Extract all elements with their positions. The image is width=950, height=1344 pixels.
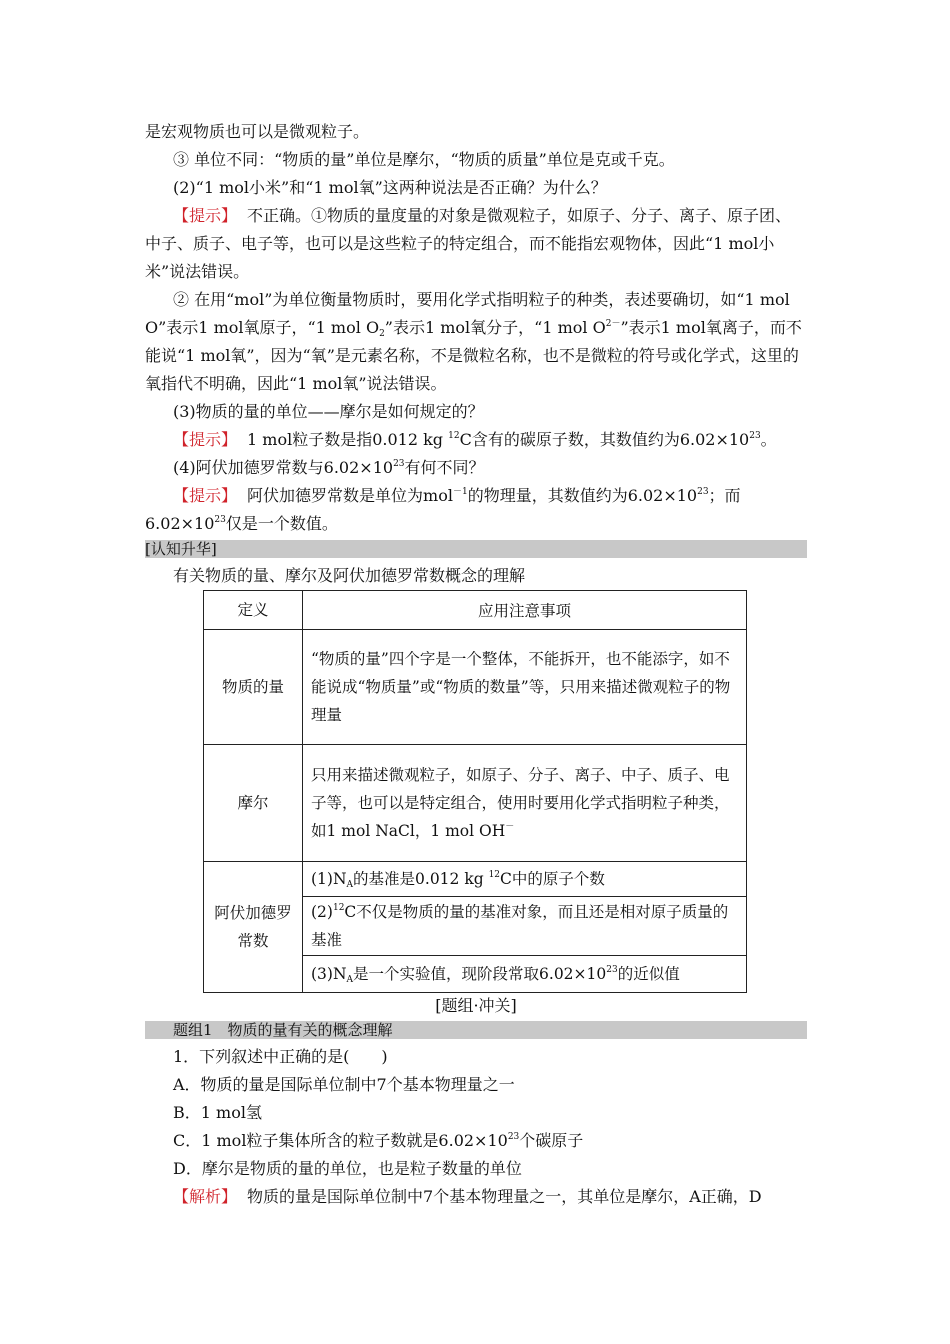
hint-tag: 【提示】 <box>173 206 238 225</box>
document-page <box>145 118 807 1211</box>
question-1: 1．下列叙述中正确的是( ) <box>173 1047 388 1066</box>
text-line: ③ 单位不同：“物质的量”单位是摩尔，“物质的质量”单位是克或千克。 <box>173 150 675 169</box>
table-row <box>204 630 747 745</box>
row-name: 阿伏加德罗常数 <box>204 862 303 993</box>
section-title-practice: [题组·冲关] <box>435 996 517 1015</box>
header-definition: 定义 <box>204 591 303 630</box>
group-bar: 题组1 物质的量有关的概念理解 <box>145 1021 807 1039</box>
header-notes: 应用注意事项 <box>303 591 747 630</box>
row-text: $(2)^{12}C$不仅是物质的量的基准对象，而且还是相对原子质量的基准 <box>303 897 747 956</box>
row-text: $(3)N_A$是一个实验值，现阶段常取$6.02\times 10^{23}$的近似值 <box>303 956 747 993</box>
table-header <box>204 591 747 630</box>
row-text: “物质的量”四个字是一个整体，不能拆开，也不能添字，如不能说成“物质量”或“物质的数量”等，只用来描述微观粒子的物理量 <box>303 630 747 745</box>
hint-paragraph-4: 【提示】 阿伏加德罗常数是单位为mol$^{-1}$的物理量，其数值约为$6.02\times 10^{23}$；而$6.02\times 10^{23}$仅是一个数值。 <box>145 486 741 533</box>
section-bar-cognition: [认知升华] <box>145 540 807 558</box>
hint-paragraph-2: ② 在用“mol”为单位衡量物质时，要用化学式指明粒子的种类，表述要确切，如“1 mol O”表示1 mol氧原子，“1 mol $O_2$”表示1 mol氧分子，“1 mol $O^{2-}$”表示1 mol氧离子，而不能说“1 mol氧”，因为“氧”是元素名称，不是微粒名称，也不是微粒的符号或化学式，这里的氧指代不明确，因此“1 mol氧”说法错误。 <box>145 290 802 393</box>
analysis-paragraph: 【解析】 物质的量是国际单位制中7个基本物理量之一，其单位是摩尔，A正确，D <box>173 1187 762 1206</box>
row-name: 物质的量 <box>204 630 303 745</box>
question-3: (3)物质的量的单位——摩尔是如何规定的？ <box>173 402 484 421</box>
row-name: 摩尔 <box>204 745 303 862</box>
analysis-tag: 【解析】 <box>173 1187 238 1206</box>
hint-paragraph-3: 【提示】 1 mol粒子数是指0.012 kg $^{12}$C含有的碳原子数，其数值约为$6.02\times 10^{23}$。 <box>173 430 777 449</box>
option-a: A．物质的量是国际单位制中7个基本物理量之一 <box>173 1075 515 1094</box>
concept-table <box>203 590 747 993</box>
question-2: (2)“1 mol小米”和“1 mol氧”这两种说法是否正确？为什么？ <box>173 178 607 197</box>
table-row <box>204 745 747 862</box>
option-c: C．1 mol粒子集体所含的粒子数就是$6.02\times 10^{23}$个碳原子 <box>173 1131 584 1150</box>
option-d: D．摩尔是物质的量的单位，也是粒子数量的单位 <box>173 1159 522 1178</box>
hint-paragraph: 【提示】 不正确。①物质的量度量的对象是微观粒子，如原子、分子、离子、原子团、中子、质子、电子等，也可以是这些粒子的特定组合，而不能指宏观物体，因此“1 mol小米”说法错误。 <box>145 206 792 281</box>
row-text: 只用来描述微观粒子，如原子、分子、离子、中子、质子、电子等，也可以是特定组合，使用时要用化学式指明粒子种类，如1 mol NaCl，1 mol OH－ <box>303 745 747 862</box>
question-4: (4)阿伏加德罗常数与$6.02\times 10^{23}$有何不同？ <box>173 458 485 477</box>
row-text: $(1)N_A$的基准是0.012 kg $^{12}$C中的原子个数 <box>303 862 747 897</box>
option-b: B．1 mol氢 <box>173 1103 262 1122</box>
text-line: 是宏观物质也可以是微观粒子。 <box>145 122 370 141</box>
summary-title: 有关物质的量、摩尔及阿伏加德罗常数概念的理解 <box>173 566 526 585</box>
table-row <box>204 862 747 897</box>
